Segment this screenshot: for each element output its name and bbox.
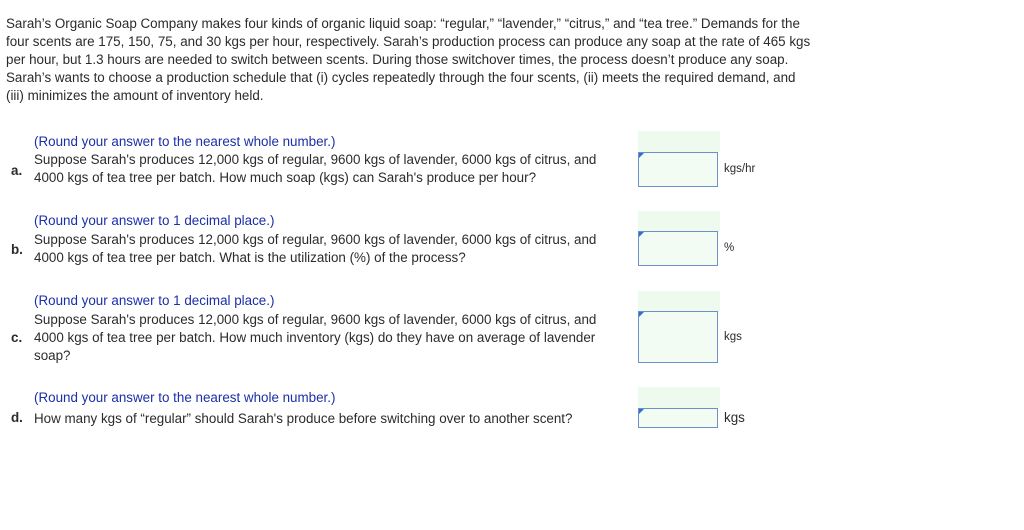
problem-statement xyxy=(6,15,896,105)
question-a-unit: kgs/hr xyxy=(724,163,756,175)
question-c-text xyxy=(34,311,629,365)
question-d-answer-strip xyxy=(638,387,720,408)
question-c-answer-input[interactable] xyxy=(638,311,718,363)
question-c-line-3: soap? xyxy=(34,348,71,363)
question-c-line-1: Suppose Sarah's produces 12,000 kgs of regular, 9600 kgs of lavender, 6000 kgs of citrus, and xyxy=(34,312,597,327)
question-a-line-1: Suppose Sarah's produces 12,000 kgs of regular, 9600 kgs of lavender, 6000 kgs of citrus, and xyxy=(34,152,597,167)
question-d-text xyxy=(34,410,629,428)
question-b-answer-input[interactable] xyxy=(638,231,718,266)
question-c-line-2: 4000 kgs of tea tree per batch. How much inventory (kgs) do they have on average of lavender xyxy=(34,330,596,345)
question-b-answer-strip xyxy=(638,211,720,232)
question-d-letter: d. xyxy=(11,410,23,425)
question-c-hint: (Round your answer to 1 decimal place.) xyxy=(34,293,275,308)
question-c-answer-strip xyxy=(638,291,720,312)
question-c-letter: c. xyxy=(11,330,23,345)
question-b-line-2: 4000 kgs of tea tree per batch. What is the utilization (%) of the process? xyxy=(34,250,466,265)
question-a-answer-input[interactable] xyxy=(638,152,718,187)
question-b-letter: b. xyxy=(11,242,23,257)
question-c-flag-icon xyxy=(639,312,644,317)
question-a-flag-icon xyxy=(639,153,644,158)
question-b-hint: (Round your answer to 1 decimal place.) xyxy=(34,213,275,228)
question-d-unit: kgs xyxy=(724,410,745,425)
question-b-line-1: Suppose Sarah's produces 12,000 kgs of regular, 9600 kgs of lavender, 6000 kgs of citrus, and xyxy=(34,232,597,247)
question-b-flag-icon xyxy=(639,232,644,237)
question-d-line-1: How many kgs of “regular” should Sarah's produce before switching over to another scent? xyxy=(34,411,573,426)
problem-line-4: Sarah’s wants to choose a production schedule that (i) cycles repeatedly through the four scents, (ii) meets the required demand, and xyxy=(6,70,796,85)
problem-line-5: (iii) minimizes the amount of inventory held. xyxy=(6,88,264,103)
question-a-hint: (Round your answer to the nearest whole number.) xyxy=(34,134,336,149)
question-d-hint: (Round your answer to the nearest whole number.) xyxy=(34,390,336,405)
question-a-answer-strip xyxy=(638,131,720,152)
question-a-letter: a. xyxy=(11,163,23,178)
question-d-flag-icon xyxy=(639,409,644,414)
question-c-unit: kgs xyxy=(724,331,742,343)
question-a-line-2: 4000 kgs of tea tree per batch. How much soap (kgs) can Sarah's produce per hour? xyxy=(34,170,537,185)
question-d-answer-input[interactable] xyxy=(638,408,718,428)
problem-line-1: Sarah’s Organic Soap Company makes four kinds of organic liquid soap: “regular,” “lavender,” “citrus,” and “tea tree.” Demands for the xyxy=(6,16,800,31)
question-b-text xyxy=(34,231,629,267)
problem-line-2: four scents are 175, 150, 75, and 30 kgs per hour, respectively. Sarah’s production process can produce any soap at the rate of 465 kgs xyxy=(6,34,811,49)
problem-line-3: per hour, but 1.3 hours are needed to switch between scents. During those switchover times, the process doesn’t produce any soap. xyxy=(6,52,789,67)
question-a-text xyxy=(34,151,629,187)
question-b-unit: % xyxy=(724,242,735,254)
